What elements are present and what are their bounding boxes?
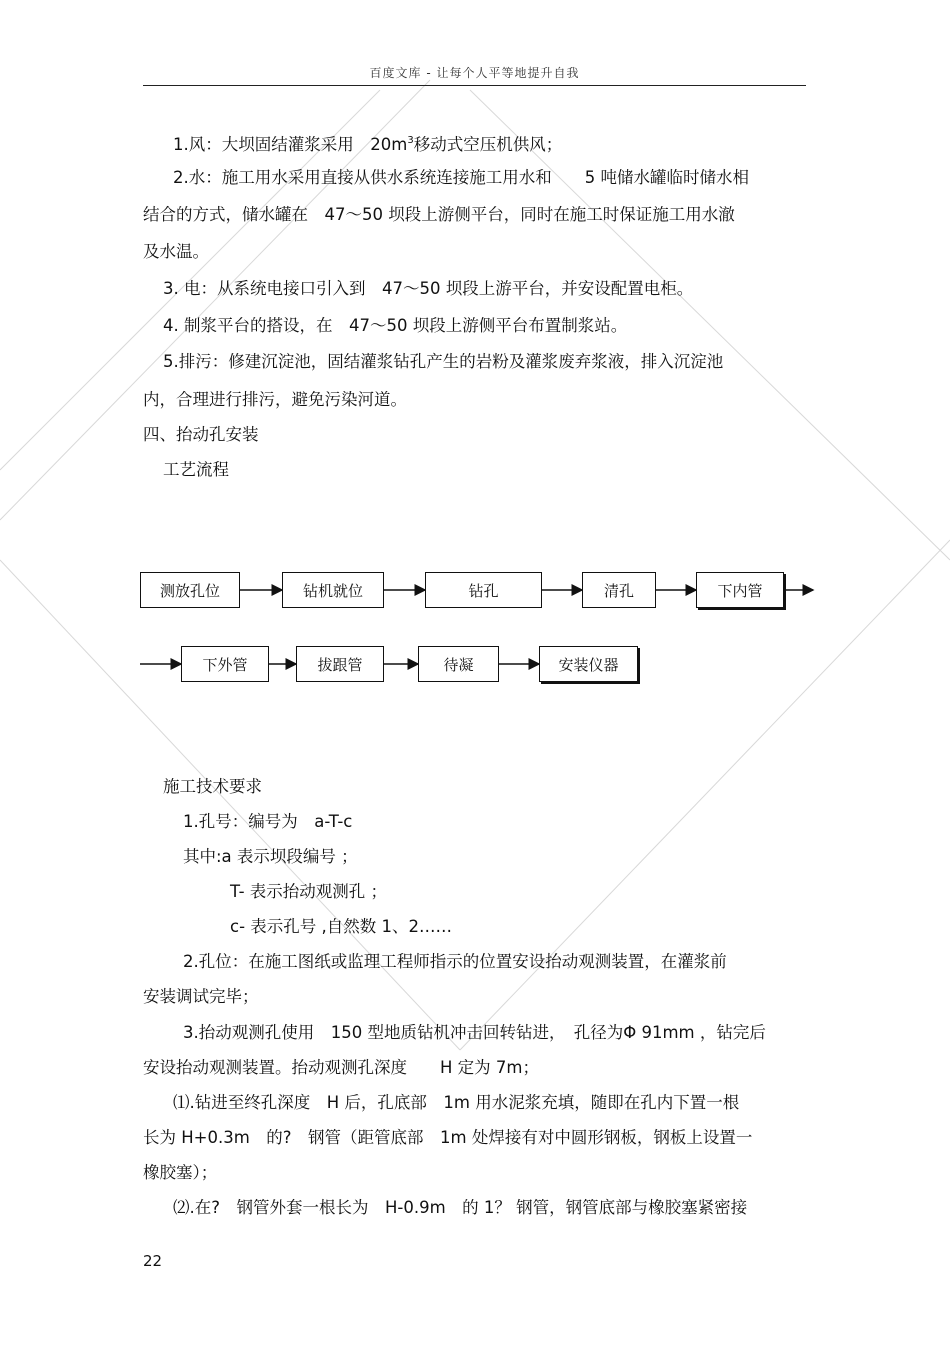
flow-step-8: 待凝 — [418, 646, 499, 682]
section-heading-four: 四、抬动孔安装 — [143, 425, 259, 444]
tech-requirements-title: 施工技术要求 — [163, 777, 262, 796]
paragraph-water-cont: 结合的方式，储水罐在 47～50 坝段上游侧平台，同时在施工时保证施工用水澈 — [143, 205, 735, 224]
req-step-1: ⑴.钻进至终孔深度 H 后，孔底部 1m 用水泥浆充填，随即在孔内下置一根 — [173, 1093, 740, 1112]
flow-step-4: 清孔 — [582, 572, 656, 608]
paragraph-drainage-cont: 内，合理进行排污，避免污染河道。 — [143, 390, 407, 409]
paragraph-water: 2.水：施工用水采用直接从供水系统连接施工用水和 5 吨储水罐临时储水相 — [173, 168, 749, 187]
req-hole-number-t: T- 表示抬动观测孔 ； — [230, 882, 388, 901]
flow-step-3: 钻孔 — [425, 572, 542, 608]
req-step-2: ⑵.在? 钢管外套一根长为 H-0.9m 的 1？ 钢管，钢管底部与橡胶塞紧密接 — [173, 1198, 748, 1217]
paragraph-water-end: 及水温。 — [143, 242, 209, 261]
req-drilling-cont: 安设抬动观测装置。抬动观测孔深度 H 定为 7m； — [143, 1058, 539, 1077]
paragraph-power: 3. 电：从系统电接口引入到 47～50 坝段上游平台，并安设配置电柜。 — [163, 279, 694, 298]
paragraph-wind: 1.风：大坝固结灌浆采用 $20m^3$移动式空压机供风； — [173, 135, 563, 154]
req-drilling: 3.抬动观测孔使用 150 型地质钻机冲击回转钻进， 孔径为Φ 91mm ，钻完后 — [183, 1023, 766, 1042]
flow-step-5: 下内管 — [696, 572, 784, 608]
flow-title: 工艺流程 — [163, 460, 229, 479]
flow-step-7: 拔跟管 — [296, 646, 384, 682]
flow-step-1: 测放孔位 — [140, 572, 240, 608]
req-hole-number-a: 其中:a 表示坝段编号 ； — [183, 847, 358, 866]
req-hole-number: 1.孔号：编号为 a-T-c — [183, 812, 353, 831]
flow-step-9: 安装仪器 — [539, 646, 638, 682]
req-hole-number-c: c- 表示孔号 ,自然数 1、2…… — [230, 917, 453, 936]
req-hole-position: 2.孔位：在施工图纸或监理工程师指示的位置安设抬动观测装置，在灌浆前 — [183, 952, 727, 971]
req-hole-position-cont: 安装调试完毕； — [143, 987, 259, 1006]
req-step-1-end: 橡胶塞）； — [143, 1163, 218, 1182]
flow-step-6: 下外管 — [181, 646, 269, 682]
paragraph-grout-platform: 4. 制浆平台的搭设，在 47～50 坝段上游侧平台布置制浆站。 — [163, 316, 628, 335]
page-header: 百度文库 - 让每个人平等地提升自我 — [369, 66, 580, 80]
req-step-1-cont: 长为 H+0.3m 的? 钢管（距管底部 1m 处焊接有对中圆形钢板，钢板上设置一 — [143, 1128, 753, 1147]
flow-step-2: 钻机就位 — [282, 572, 384, 608]
paragraph-drainage: 5.排污：修建沉淀池，固结灌浆钻孔产生的岩粉及灌浆废弃浆液，排入沉淀池 — [163, 352, 724, 371]
page-number: 22 — [143, 1252, 163, 1270]
